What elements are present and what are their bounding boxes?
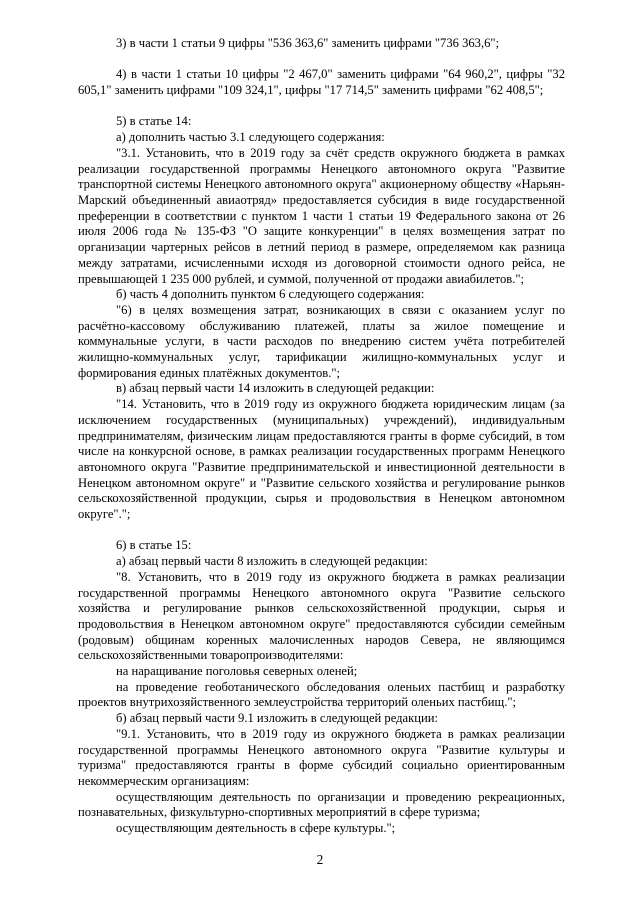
document-body bbox=[78, 36, 565, 837]
paragraph: 4) в части 1 статьи 10 цифры "2 467,0" заменить цифрами "64 960,2", цифры "32 605,1" заменить цифрами "109 324,1", цифры "17 714,5" заменить цифрами "62 408,5"; bbox=[78, 67, 565, 98]
paragraph: осуществляющим деятельность по организации и проведению рекреационных, познавательных, физкультурно-спортивных мероприятий в сфере туризма; bbox=[78, 789, 565, 820]
paragraph: 5) в статье 14: bbox=[116, 114, 192, 129]
paragraph: в) абзац первый части 14 изложить в следующей редакции: bbox=[116, 381, 435, 396]
blank-line bbox=[78, 523, 565, 539]
paragraph: 6) в статье 15: bbox=[116, 538, 192, 553]
paragraph: "14. Установить, что в 2019 году из окружного бюджета юридическим лицам (за исключением государственных (муниципальных) учреждений), индивидуальным предпринимателям, физическим лицам предоставляются гранты в форме субсидий, в том числе на конкурсной основе, в рамках реализации государственных программ Ненецкого автономного округа "Развитие предпринимательской и инвестиционной деятельности в Ненецком автономном округе" и "Развитие сельского хозяйства и регулирование рынков сельскохозяйственной продукции, сырья и продовольствия в Ненецком автономном округе"."; bbox=[78, 397, 565, 522]
paragraph: 3) в части 1 статьи 9 цифры "536 363,6" заменить цифрами "736 363,6"; bbox=[116, 36, 500, 50]
paragraph: а) дополнить частью 3.1 следующего содержания: bbox=[116, 130, 385, 145]
paragraph: б) абзац первый части 9.1 изложить в следующей редакции: bbox=[116, 711, 438, 726]
paragraph: осуществляющим деятельность в сфере культуры."; bbox=[116, 821, 396, 836]
paragraph: на наращивание поголовья северных оленей; bbox=[116, 664, 358, 679]
paragraph: на проведение геоботанического обследования оленьих пастбищ и разработку проектов внутрихозяйственного землеустройства территорий оленьих пастбищ."; bbox=[78, 679, 565, 710]
paragraph: "9.1. Установить, что в 2019 году из окружного бюджета в рамках реализации государственной программы Ненецкого автономного округа "Развитие культуры и туризма" предоставляются гранты в форме субсидий социально ориентированным некоммерческим организациям: bbox=[78, 726, 565, 788]
paragraph: "3.1. Установить, что в 2019 году за счёт средств окружного бюджета в рамках реализации государственной программы Ненецкого автономного округа "Развитие транспортной системы Ненецкого автономного округа" акционерному обществу «Нарьян-Марский объединенный авиаотряд» предоставляется субсидия в виде государственной преференции в соответствии с пунктом 1 части 1 статьи 19 Федерального закона от 26 июля 2006 года № 135-ФЗ "О защите конкуренции" в целях возмещения затрат по организации чартерных рейсов в летний период в размере, определяемом как разница между затратами, исчисленными исходя из договорной стоимости одного рейса, не превышающей 1 235 000 рублей, и суммой, полученной от продажи авиабилетов."; bbox=[78, 145, 565, 286]
page-number: 2 bbox=[316, 852, 324, 867]
paragraph: а) абзац первый части 8 изложить в следующей редакции: bbox=[116, 554, 428, 569]
paragraph: б) часть 4 дополнить пунктом 6 следующего содержания: bbox=[116, 287, 425, 302]
blank-line bbox=[78, 99, 565, 115]
paragraph: "6) в целях возмещения затрат, возникающих в связи с оказанием услуг по расчётно-кассовому обслуживанию платежей, платы за жилое помещение и коммунальные услуги, в части расходов по внедрению систем учёта потребителей жилищно-коммунальных услуг, тарификации жилищно-коммунальных услуг и формирования единых платёжных документов."; bbox=[78, 302, 565, 380]
paragraph: "8. Установить, что в 2019 году из окружного бюджета в рамках реализации государственной программы Ненецкого автономного округа "Развитие сельского хозяйства и регулирование рынков сельскохозяйственной продукции, сырья и продовольствия в Ненецком автономном округе" предоставляются субсидии семейным (родовым) общинам коренных малочисленных народов Севера, не являющимся сельскохозяйственными товаропроизводителями: bbox=[78, 569, 565, 663]
blank-line bbox=[78, 52, 565, 68]
